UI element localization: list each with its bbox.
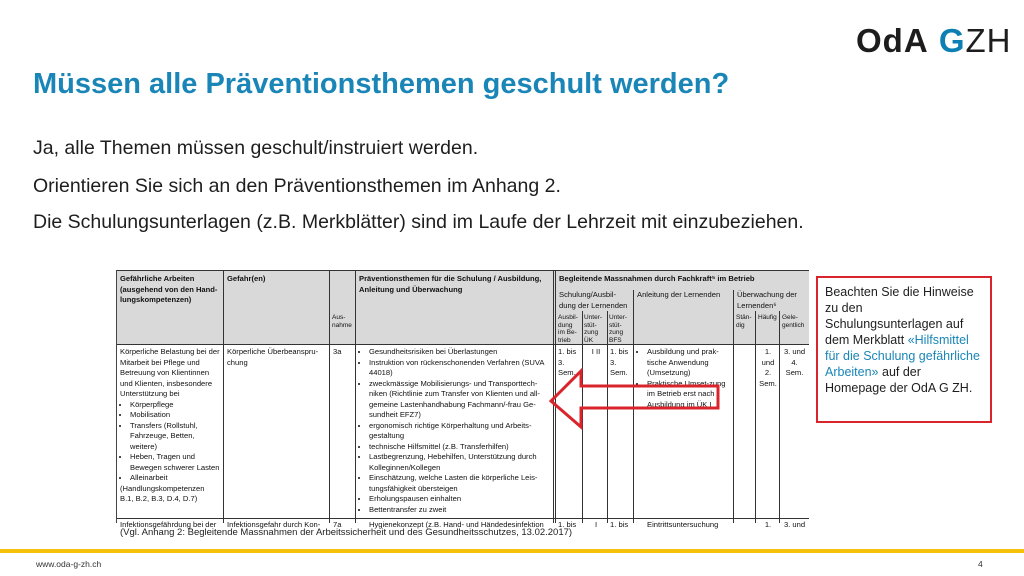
list-item: • Erholungspausen einhalten	[369, 494, 551, 505]
row-divider	[117, 518, 809, 519]
slide-title: Müssen alle Präventionsthemen geschult werden?	[33, 68, 730, 100]
header-gefahren: Gefahr(en)	[227, 274, 266, 283]
row1-arbeit-intro: Körperliche Belastung bei der Mitarbeit bei Pflege und Betreuung von Klientinnen und Klienten, insbesondere Unterstützung bei	[120, 347, 220, 398]
document-caption: (Vgl. Anhang 2: Begleitende Massnahmen der Arbeitssicherheit und des Gesundheitsschutzes, 13.02.2017)	[120, 527, 573, 538]
header-begleitende-massnahmen: Begleitende Massnahmen durch Fachkraft⁵ im Betrieb	[559, 274, 755, 283]
logo-g: G	[938, 22, 966, 59]
list-item: • Heben, Tragen und Bewegen schwerer Lasten	[130, 452, 220, 473]
list-item: • Ausbildung und prak-tische Anwendung (Umsetzung)	[647, 347, 731, 379]
row1-betrieb: 1. bis 3. Sem.	[558, 347, 577, 377]
row2-arbeit: Infektionsgefährdung bei der	[120, 520, 217, 529]
row2-uk: I	[594, 520, 598, 529]
column-divider	[355, 270, 356, 523]
list-item: • Lastbegrenzung, Hebehilfen, Unterstützung durch Kolleginnen/Kollegen	[369, 452, 551, 473]
row2-thema: Hygienekonzept (z.B. Hand- und Händedesinfektion	[369, 520, 544, 529]
column-divider	[733, 290, 734, 523]
list-item: • Transfers (Rollstuhl, Fahrzeuge, Betten, weitere)	[130, 421, 220, 453]
column-divider	[329, 270, 330, 523]
list-item: • Alleinarbeit	[130, 473, 220, 484]
callout-box	[816, 276, 992, 423]
list-item: • technische Hilfsmittel (z.B. Transferhilfen)	[369, 442, 551, 453]
row-divider	[117, 344, 809, 345]
list-item: • zweckmässige Mobilisierungs- und Transporttech-niken (Richtlinie zum Transfer von Klienten und all-gemeine Lastenhandhabung Fachmann/-frau Ge-sundheit EFZ7)	[369, 379, 551, 421]
header-bfs: Unter-stüt-zung BFS	[609, 314, 628, 344]
header-ausbildung-betrieb: Ausbil-dung im Be-trieb	[558, 314, 578, 344]
row1-uk: I II	[591, 347, 601, 356]
callout-text: Beachten Sie die Hinweise zu den Schulungsunterlagen auf dem Merkblatt	[825, 285, 974, 347]
list-item: • Instruktion von rückenschonenden Verfahren (SUVA 44018)	[369, 358, 551, 379]
row2-betrieb: 1. bis	[558, 520, 577, 529]
footer-url[interactable]: www.oda-g-zh.ch	[36, 559, 102, 569]
list-item: • Mobilisation	[130, 410, 220, 421]
logo-zh: ZH	[965, 22, 1012, 59]
row1-arbeit	[120, 347, 220, 505]
header-staendig: Stän-dig	[736, 314, 752, 329]
header-uk: Unter-stüt-zung ÜK	[584, 314, 603, 344]
header-schulung: Schulung/Ausbil-dung der Lernenden	[559, 290, 628, 310]
row2-anleitung: Eintrittsuntersuchung	[647, 520, 719, 529]
footer-accent-bar	[0, 549, 1024, 553]
header-haeufig: Häufig	[758, 314, 777, 321]
row1-bfs: 1. bis 3. Sem.	[610, 347, 629, 377]
list-item: • Gesundheitsrisiken bei Überlastungen	[369, 347, 551, 358]
row2-bfs: 1. bis	[610, 520, 629, 529]
column-divider	[223, 270, 224, 523]
row1-themen	[359, 347, 551, 515]
row1-arbeit-list	[120, 400, 220, 484]
body-line-3: Die Schulungsunterlagen (z.B. Merkblätter) sind im Laufe der Lehrzeit mit einzubeziehen.	[33, 211, 804, 233]
row1-staendig: 1. und 2. Sem.	[759, 347, 777, 388]
header-gefaehrliche-arbeiten: Gefährliche Arbeiten (ausgehend von den Hand-lungskompetenzen)	[120, 274, 218, 304]
logo-oda: OdA	[856, 22, 929, 59]
row2-gelegentlich: 3. und	[783, 520, 806, 529]
list-item: • Körperpflege	[130, 400, 220, 411]
row2-gefahr: Infektionsgefahr durch Kon-	[227, 520, 321, 529]
row1-kompetenzen: (Handlungskompetenzen B.1, B.2, B.3, D.4, D.7)	[120, 483, 205, 503]
list-item: • Praktische Umset-zung im Betrieb erst nach Ausbildung im ÜK I	[647, 379, 731, 411]
oda-logo	[856, 22, 1012, 60]
list-item: • Einschätzung, welche Lasten die körperliche Leis-tungsfähigkeit übersteigen	[369, 473, 551, 494]
row2-staendig: 1.	[764, 520, 772, 529]
column-divider	[755, 311, 756, 523]
list-item: • ergonomisch richtige Körperhaltung und Arbeits-gestaltung	[369, 421, 551, 442]
header-gelegentlich: Gele-gentlich	[782, 314, 805, 329]
row1-gelegentlich: 3. und 4. Sem.	[783, 347, 806, 377]
callout-text-end: auf der Homepage der OdA G ZH.	[825, 365, 973, 395]
row2-ausnahme: 7a	[333, 520, 342, 529]
header-praeventionsthemen: Präventionsthemen für die Schulung / Ausbildung, Anleitung und Überwachung	[359, 274, 542, 294]
body-line-1: Ja, alle Themen müssen geschult/instruiert werden.	[33, 137, 479, 159]
row-divider	[117, 270, 809, 271]
body-line-2: Orientieren Sie sich an den Präventionsthemen im Anhang 2.	[33, 175, 561, 197]
header-ausnahme: Aus-nahme	[332, 314, 352, 329]
row1-gefahr: Körperliche Überbeanspru-chung	[227, 347, 319, 367]
row1-themen-list	[359, 347, 551, 515]
callout-link[interactable]: «Hilfsmittel für die Schulung gefährliche Arbeiten»	[825, 333, 980, 379]
header-anleitung: Anleitung der Lernenden	[637, 290, 721, 299]
red-arrow-icon	[548, 368, 728, 430]
header-ueberwachung: Überwachung der Lernenden⁶	[737, 290, 797, 310]
row1-ausnahme: 3a	[333, 347, 342, 356]
column-divider	[779, 311, 780, 523]
list-item: • Bettentransfer zu zweit	[369, 505, 551, 516]
page-number: 4	[978, 559, 983, 569]
